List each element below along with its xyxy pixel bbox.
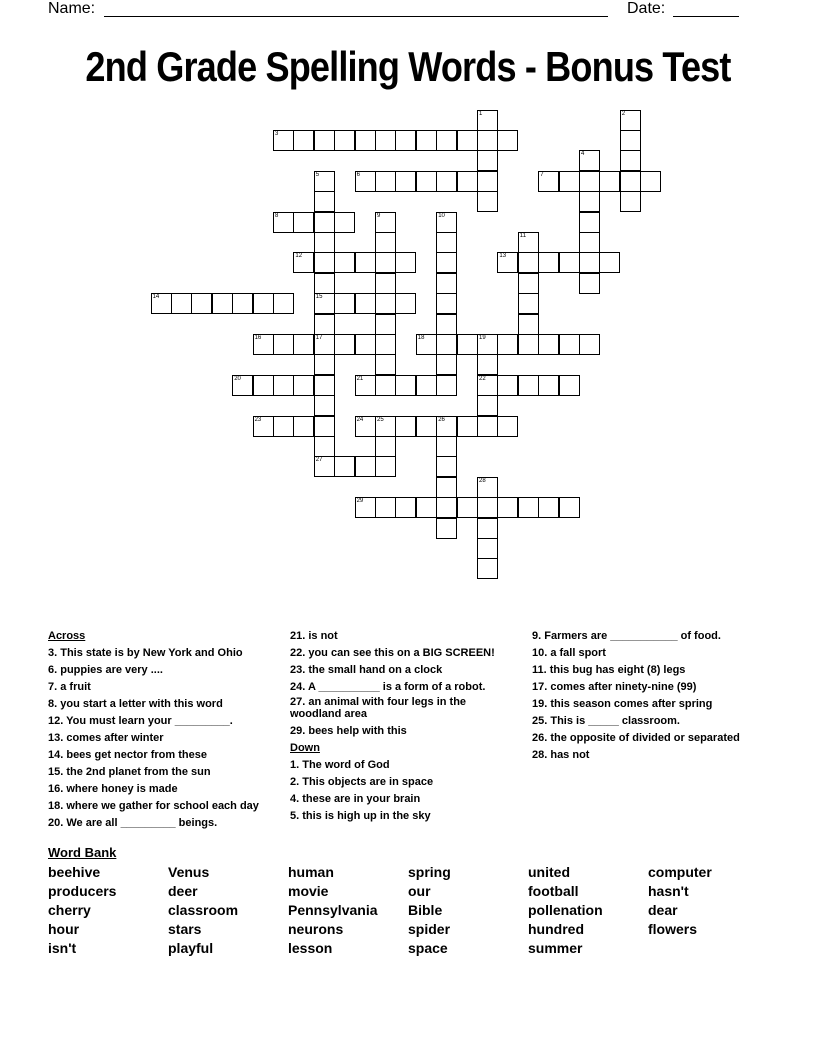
crossword-cell[interactable] [416, 171, 437, 192]
crossword-cell[interactable] [538, 334, 559, 355]
crossword-cell[interactable] [559, 497, 580, 518]
crossword-cell[interactable] [436, 436, 457, 457]
crossword-cell[interactable] [314, 252, 335, 273]
crossword-cell[interactable] [620, 150, 641, 171]
crossword-cell[interactable] [314, 314, 335, 335]
clue-number: 2 [621, 110, 626, 117]
clue-item: 18. where we gather for school each day [48, 800, 259, 812]
crossword-cell[interactable] [314, 395, 335, 416]
clue-item: 22. you can see this on a BIG SCREEN! [290, 647, 495, 659]
crossword-cell[interactable] [273, 293, 294, 314]
crossword-cell[interactable] [579, 212, 600, 233]
crossword-cell[interactable] [253, 375, 274, 396]
word-bank-column [48, 863, 116, 958]
word-bank-item: Bible [408, 902, 443, 918]
crossword-cell[interactable] [314, 436, 335, 457]
clue-number: 3 [275, 131, 279, 137]
crossword-cell[interactable] [518, 232, 539, 253]
clue-item: 15. the 2nd planet from the sun [48, 766, 211, 778]
clue-item: 11. this bug has eight (8) legs [532, 664, 686, 676]
crossword-cell[interactable] [518, 293, 539, 314]
crossword-cell[interactable] [518, 252, 539, 273]
word-bank-item: spring [408, 864, 451, 880]
crossword-cell[interactable] [620, 110, 641, 131]
crossword-cell[interactable] [436, 171, 457, 192]
clue-item: 25. This is _____ classroom. [532, 715, 680, 727]
clue-number: 13 [499, 253, 507, 260]
clue-number: 17 [315, 335, 323, 341]
crossword-cell[interactable] [334, 334, 355, 355]
clue-item: 7. a fruit [48, 681, 91, 693]
crossword-cell[interactable] [395, 171, 416, 192]
crossword-cell[interactable] [416, 334, 437, 355]
clue-item: 28. has not [532, 749, 590, 761]
crossword-cell[interactable] [436, 273, 457, 294]
crossword-cell[interactable] [375, 334, 396, 355]
crossword-cell[interactable] [477, 375, 498, 396]
crossword-cell[interactable] [559, 252, 580, 273]
clue-number: 10 [438, 212, 445, 219]
word-bank-column [288, 863, 378, 958]
word-bank-item: isn't [48, 940, 77, 956]
word-bank-item: computer [648, 864, 712, 880]
word-bank-item: football [528, 883, 579, 899]
word-bank-column [648, 863, 712, 939]
crossword-cell[interactable] [293, 334, 314, 355]
name-label: Name: [48, 0, 96, 17]
word-bank-item: spider [408, 921, 451, 937]
crossword-cell[interactable] [293, 375, 314, 396]
crossword-cell[interactable] [579, 334, 600, 355]
clue-number: 16 [254, 335, 262, 341]
crossword-cell[interactable] [497, 334, 518, 355]
clue-number: 20 [234, 375, 241, 382]
crossword-cell[interactable] [314, 334, 335, 355]
clue-number: 26 [438, 416, 445, 423]
clue-item: 5. this is high up in the sky [290, 810, 431, 822]
crossword-cell[interactable] [355, 375, 376, 396]
word-bank-item: our [408, 883, 431, 899]
crossword-cell[interactable] [436, 314, 457, 335]
down-heading: Down [290, 742, 320, 754]
crossword-cell[interactable] [457, 334, 478, 355]
crossword-cell[interactable] [538, 252, 559, 273]
crossword-cell[interactable] [477, 191, 498, 212]
crossword-cell[interactable] [334, 130, 355, 151]
clue-number: 24 [356, 416, 364, 423]
crossword-cell[interactable] [416, 130, 437, 151]
crossword-cell[interactable] [375, 375, 396, 396]
word-bank-item: movie [288, 883, 329, 899]
crossword-cell[interactable] [518, 334, 539, 355]
crossword-cell[interactable] [518, 314, 539, 335]
crossword-cell[interactable] [334, 212, 355, 233]
crossword-cell[interactable] [375, 293, 396, 314]
crossword-cell[interactable] [579, 150, 600, 171]
crossword-cell[interactable] [599, 252, 620, 273]
clue-number: 15 [315, 294, 323, 301]
crossword-cell[interactable] [212, 293, 233, 314]
clue-item: 8. you start a letter with this word [48, 698, 223, 710]
crossword-cell[interactable] [314, 232, 335, 253]
crossword-cell[interactable] [314, 273, 335, 294]
crossword-cell[interactable] [477, 110, 498, 131]
crossword-cell[interactable] [375, 212, 396, 233]
crossword-cell[interactable] [436, 232, 457, 253]
crossword-cell[interactable] [599, 171, 620, 192]
crossword-cell[interactable] [579, 232, 600, 253]
clues-column-2 [290, 628, 520, 825]
word-bank-item: summer [528, 940, 583, 956]
crossword-cell[interactable] [293, 130, 314, 151]
crossword-cell[interactable] [293, 252, 314, 273]
word-bank-column [168, 863, 238, 958]
crossword-cell[interactable] [273, 212, 294, 233]
word-bank-item: lesson [288, 940, 333, 956]
crossword-cell[interactable] [457, 497, 478, 518]
clue-item: 3. This state is by New York and Ohio [48, 647, 243, 659]
crossword-cell[interactable] [497, 130, 518, 151]
crossword-cell[interactable] [293, 416, 314, 437]
crossword-cell[interactable] [559, 334, 580, 355]
crossword-cell[interactable] [579, 273, 600, 294]
crossword-cell[interactable] [416, 497, 437, 518]
crossword-cell[interactable] [375, 314, 396, 335]
crossword-cell[interactable] [375, 497, 396, 518]
word-bank-item: human [288, 864, 334, 880]
crossword-cell[interactable] [538, 171, 559, 192]
clues-column-3 [532, 628, 740, 764]
clue-number: 11 [519, 233, 527, 239]
crossword-cell[interactable] [355, 416, 376, 437]
word-bank-item: neurons [288, 921, 344, 937]
crossword-cell[interactable] [477, 497, 498, 518]
crossword-cell[interactable] [477, 477, 498, 498]
crossword-cell[interactable] [620, 171, 641, 192]
crossword-cell[interactable] [314, 212, 335, 233]
crossword-cell[interactable] [355, 252, 376, 273]
clue-item: 29. bees help with this [290, 725, 407, 737]
crossword-cell[interactable] [273, 375, 294, 396]
crossword-cell[interactable] [314, 130, 335, 151]
clue-item: 4. these are in your brain [290, 793, 421, 805]
crossword-cell[interactable] [457, 171, 478, 192]
clue-item: 20. We are all _________ beings. [48, 817, 218, 829]
word-bank-item: Pennsylvania [288, 902, 378, 918]
crossword-cell[interactable] [314, 456, 335, 477]
crossword-cell[interactable] [375, 436, 396, 457]
crossword-cell[interactable] [375, 171, 396, 192]
clue-number: 6 [356, 171, 360, 178]
clue-number: 23 [254, 416, 262, 423]
crossword-cell[interactable] [273, 334, 294, 355]
crossword-cell[interactable] [253, 334, 274, 355]
crossword-cell[interactable] [375, 416, 396, 437]
clue-item: 14. bees get nector from these [48, 749, 207, 761]
word-bank-item: beehive [48, 864, 101, 880]
word-bank-item: hasn't [648, 883, 689, 899]
crossword-cell[interactable] [355, 130, 376, 151]
crossword-cell[interactable] [232, 375, 253, 396]
crossword-cell[interactable] [457, 416, 478, 437]
word-bank-item: producers [48, 883, 117, 899]
crossword-cell[interactable] [436, 293, 457, 314]
crossword-cell[interactable] [518, 273, 539, 294]
across-heading: Across [48, 630, 86, 642]
word-bank-item: hour [48, 921, 80, 937]
crossword-cell[interactable] [620, 130, 641, 151]
crossword-cell[interactable] [436, 416, 457, 437]
crossword-cell[interactable] [395, 497, 416, 518]
clue-number: 25 [377, 416, 384, 423]
crossword-cell[interactable] [395, 252, 416, 273]
crossword-cell[interactable] [436, 212, 457, 233]
crossword-cell[interactable] [436, 477, 457, 498]
crossword-cell[interactable] [436, 456, 457, 477]
clue-item: 6. puppies are very .... [48, 664, 163, 676]
clue-item: 10. a fall sport [532, 647, 606, 659]
clue-item: 24. A __________ is a form of a robot. [290, 681, 486, 693]
word-bank-item: flowers [648, 921, 698, 937]
crossword-cell[interactable] [416, 416, 437, 437]
clue-number: 19 [479, 335, 486, 341]
crossword-cell[interactable] [375, 252, 396, 273]
crossword-cell[interactable] [477, 558, 498, 579]
clue-number: 8 [275, 212, 279, 219]
crossword-cell[interactable] [171, 293, 192, 314]
clue-number: 5 [315, 171, 320, 178]
crossword-cell[interactable] [436, 334, 457, 355]
clue-item: 17. comes after ninety-nine (99) [532, 681, 697, 693]
crossword-cell[interactable] [436, 130, 457, 151]
clue-number: 18 [417, 335, 425, 341]
word-bank-item: stars [168, 921, 202, 937]
crossword-cell[interactable] [477, 334, 498, 355]
crossword-cell[interactable] [232, 293, 253, 314]
word-bank-item: Venus [168, 864, 210, 880]
page-title: 2nd Grade Spelling Words - Bonus Test [85, 43, 731, 90]
crossword-cell[interactable] [620, 191, 641, 212]
clue-item: 26. the opposite of divided or separated [532, 732, 740, 744]
clue-item: 1. The word of God [290, 759, 390, 771]
clue-number: 4 [581, 151, 585, 158]
crossword-cell[interactable] [314, 293, 335, 314]
crossword-cell[interactable] [395, 293, 416, 314]
crossword-cell[interactable] [436, 497, 457, 518]
crossword-cell[interactable] [477, 395, 498, 416]
crossword-cell[interactable] [559, 171, 580, 192]
crossword-cell[interactable] [253, 416, 274, 437]
word-bank-item: dear [648, 902, 678, 918]
clue-item: 16. where honey is made [48, 783, 178, 795]
crossword-cell[interactable] [579, 171, 600, 192]
crossword-cell[interactable] [497, 497, 518, 518]
clue-number: 7 [540, 171, 544, 178]
word-bank-item: deer [168, 883, 198, 899]
crossword-cell[interactable] [355, 456, 376, 477]
clue-number: 1 [479, 110, 483, 117]
crossword-cell[interactable] [538, 497, 559, 518]
crossword-cell[interactable] [314, 416, 335, 437]
crossword-cell[interactable] [477, 354, 498, 375]
crossword-cell[interactable] [497, 416, 518, 437]
crossword-cell[interactable] [355, 293, 376, 314]
crossword-cell[interactable] [273, 416, 294, 437]
crossword-cell[interactable] [477, 130, 498, 151]
word-bank-item: hundred [528, 921, 584, 937]
crossword-cell[interactable] [395, 416, 416, 437]
crossword-cell[interactable] [559, 375, 580, 396]
crossword-cell[interactable] [457, 130, 478, 151]
clue-number: 27 [315, 457, 323, 464]
clue-number: 21 [356, 375, 364, 382]
date-label: Date: [627, 0, 666, 17]
word-bank-item: playful [168, 940, 214, 956]
crossword-cell[interactable] [253, 293, 274, 314]
crossword-cell[interactable] [579, 191, 600, 212]
clue-number: 22 [479, 375, 486, 382]
crossword-cell[interactable] [151, 293, 172, 314]
crossword-cell[interactable] [436, 518, 457, 539]
clues-column-1 [48, 628, 259, 832]
clue-number: 14 [152, 294, 160, 301]
crossword-cell[interactable] [375, 273, 396, 294]
word-bank-item: cherry [48, 902, 91, 918]
word-bank-column [528, 863, 603, 958]
crossword-cell[interactable] [191, 293, 212, 314]
crossword-cell[interactable] [579, 252, 600, 273]
clue-item: 12. You must learn your _________. [48, 715, 233, 727]
crossword-cell[interactable] [436, 252, 457, 273]
word-bank-item: space [408, 940, 448, 956]
crossword-cell[interactable] [477, 171, 498, 192]
clue-item: 13. comes after winter [48, 732, 164, 744]
clue-item: 23. the small hand on a clock [290, 664, 443, 676]
crossword-cell[interactable] [395, 130, 416, 151]
crossword-cell[interactable] [355, 334, 376, 355]
crossword-cell[interactable] [477, 518, 498, 539]
word-bank-item: classroom [168, 902, 239, 918]
crossword-cell[interactable] [314, 375, 335, 396]
crossword-cell[interactable] [497, 252, 518, 273]
crossword-cell[interactable] [355, 171, 376, 192]
clue-item: 21. is not [290, 630, 338, 642]
crossword-cell[interactable] [416, 375, 437, 396]
crossword-cell[interactable] [436, 375, 457, 396]
crossword-cell[interactable] [436, 354, 457, 375]
crossword-cell[interactable] [518, 375, 539, 396]
word-bank-item: pollenation [528, 902, 603, 918]
word-bank-title: Word Bank [48, 845, 117, 860]
word-bank-item: united [528, 864, 570, 880]
crossword-cell[interactable] [334, 456, 355, 477]
clue-number: 28 [479, 477, 486, 484]
crossword-cell[interactable] [477, 150, 498, 171]
clue-number: 29 [356, 498, 364, 505]
clue-item: 2. This objects are in space [290, 776, 434, 788]
clue-item: 19. this season comes after spring [532, 698, 713, 710]
clue-item: 27. an animal with four legs in the woodland area [290, 696, 467, 720]
crossword-cell[interactable] [375, 232, 396, 253]
crossword-cell[interactable] [334, 252, 355, 273]
crossword-cell[interactable] [518, 497, 539, 518]
crossword-cell[interactable] [375, 130, 396, 151]
crossword-cell[interactable] [640, 171, 661, 192]
crossword-cell[interactable] [334, 293, 355, 314]
crossword-cell[interactable] [273, 130, 294, 151]
crossword-cell[interactable] [477, 538, 498, 559]
crossword-cell[interactable] [538, 375, 559, 396]
crossword-cell[interactable] [375, 456, 396, 477]
clue-item: 9. Farmers are ___________ of food. [532, 630, 721, 642]
crossword-cell[interactable] [375, 354, 396, 375]
crossword-cell[interactable] [355, 497, 376, 518]
clue-number: 9 [377, 212, 381, 219]
crossword-cell[interactable] [314, 171, 335, 192]
crossword-cell[interactable] [497, 375, 518, 396]
crossword-cell[interactable] [477, 416, 498, 437]
crossword-cell[interactable] [314, 354, 335, 375]
crossword-cell[interactable] [314, 191, 335, 212]
clue-number: 12 [295, 253, 303, 260]
word-bank-column [408, 863, 451, 958]
crossword-cell[interactable] [395, 375, 416, 396]
crossword-cell[interactable] [293, 212, 314, 233]
